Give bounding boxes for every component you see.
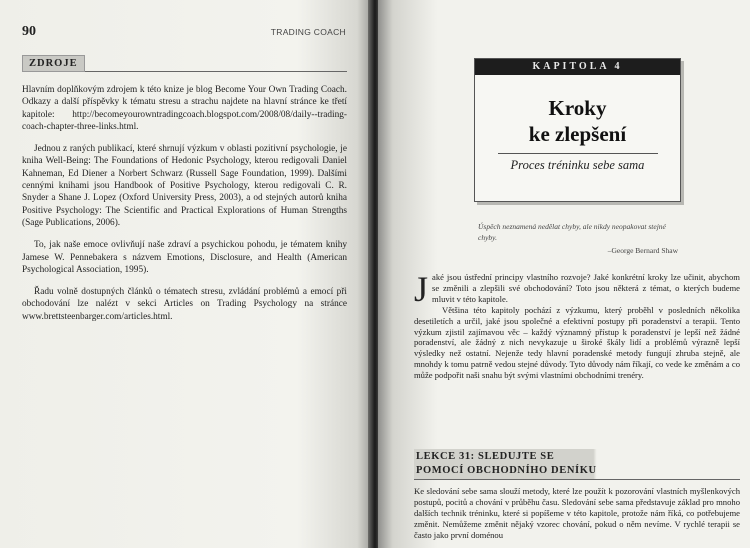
- paragraph: Hlavním doplňkovým zdrojem k této knize je blog Become Your Own Trading Coach. Odkazy a další příspěvky k tématu stresu a strachu najdete na hlavní stránce ke třetí kapitole: http://becomeyourowntradingcoach.blogspot.com/2008/08/daily--trading-coach-chapter-three-links.html.: [22, 85, 347, 132]
- chapter-intro: [414, 269, 740, 381]
- intro-paragraph: [414, 269, 740, 309]
- chapter-title-box: [474, 58, 681, 202]
- chapter-divider: [498, 153, 658, 154]
- lesson-text: Ke sledování sebe sama slouží metody, které lze použít k pozorování vlastních myšlenkových postupů, pocitů a chování v průběhu času. Sledování sebe sama představuje základ pro mnoho dalších technik tréninku, které si popíšeme v této kapitole, protože nám říká, co potřebujeme změnit. Nemůžeme změnit nějaký vzorec chování, pokud o něm nevíme. V rychlé terapii se často jako první doménou: [414, 486, 740, 540]
- chapter-label: KAPITOLA 4: [475, 59, 680, 75]
- chapter-subtitle: Proces tréninku sebe sama: [510, 158, 645, 172]
- right-page: [378, 0, 750, 548]
- section-heading-bar: [22, 53, 347, 72]
- chapter-title-line: ke zlepšení: [528, 122, 627, 146]
- epigraph: [478, 221, 678, 256]
- chapter-title-line: Kroky: [548, 96, 607, 120]
- sources-text: [22, 84, 347, 333]
- epigraph-author: –George Bernard Shaw: [607, 246, 678, 255]
- epigraph-text: Úspěch neznamená nedělat chyby, ale nikdy neopakovat stejné chyby.: [478, 222, 666, 242]
- drop-cap: J: [414, 269, 429, 309]
- running-head: TRADING COACH: [270, 27, 346, 37]
- lesson-heading-line: LEKCE 31: SLEDUJTE SE: [416, 451, 555, 462]
- lesson-heading-line: POMOCÍ OBCHODNÍHO DENÍKU: [416, 465, 597, 476]
- intro-text: aké jsou ústřední principy vlastního rozvoje? Jaké konkrétní kroky lze učinit, abychom se změnili a zlepšili své obchodování? Toto jsou některá z témat, o kterých budeme mluvit v této kapitole.: [432, 272, 740, 304]
- chapter-title: [475, 95, 680, 147]
- paragraph: Jednou z raných publikací, které shrnují výzkum v oblasti pozitivní psychologie, je kniha Well-Being: The Foundations of Hedonic Psychology, kterou redigovali Daniel Kahneman, Ed Diener a Norbert Schwarz (Russell Sage Foundation, 1999). Dalšími cennými knihami jsou Handbook of Positive Psychology, kterou redigovali C. R. Snyder a Shane J. Lopez (Oxford University Press, 2003), a od stejných autorů kniha Positive Psychology: The Scientific and Practical Explorations of Human Strengths (Sage Publications, 2006).: [22, 144, 347, 228]
- section-heading: ZDROJE: [22, 55, 85, 72]
- paragraph: Většina této kapitoly pochází z výzkumu, který proběhl v posledních několika desetiletích a určil, jaké jsou společné a efektivní postupy při poradenství a terapii. Tento výzkum zjistil zajímavou věc – každý významný přístup k poradenství je lepší než žádné poradenství, ale žádný z nich nevykazuje u široké škály lidí a problémů výrazně lepší výsledky než ostatní. Nejenže tedy hlavní poradenské metody fungují zhruba stejně, ale mnohdy k tomu patrně vedou stejné důvody. Tyto důvody nám říkají, co vede ke změnám a co může podpořit naši snahu být svými vlastními obchodními trenéry.: [414, 304, 740, 381]
- left-page: [0, 0, 372, 548]
- paragraph: To, jak naše emoce ovlivňují naše zdraví a psychickou pohodu, je tématem knihy Jamese W. Pennebakera s názvem Emotions, Disclosure, and Health (American Psychological Association, 1995).: [22, 240, 347, 275]
- page-number: 90: [22, 24, 36, 39]
- lesson-heading: [414, 449, 740, 480]
- paragraph: Řadu volně dostupných článků o tématech stresu, zvládání problémů a emocí při obchodování lze nalézt v sekci Articles on Trading Psychology na stránce www.brettsteenbarger.com/articles.html.: [22, 287, 347, 322]
